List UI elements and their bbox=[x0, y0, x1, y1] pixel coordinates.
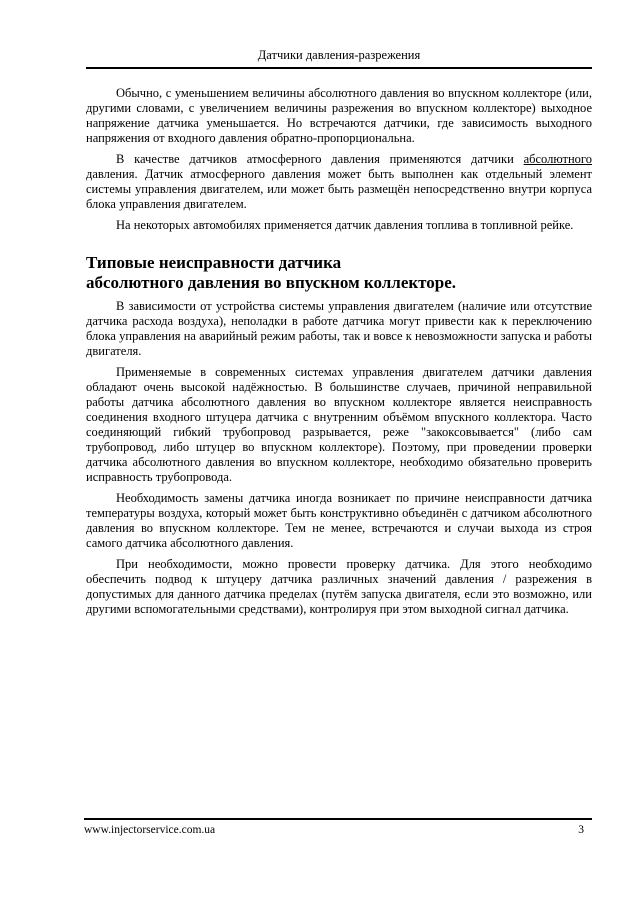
paragraph-output-voltage: Обычно, с уменьшением величины абсолютного давления во впускном коллекторе (или, другими словами, с увеличением величины разрежения во впускном коллекторе) выходное напряжение датчика уменьшается. Но встречаются датчики, где зависимость выходного напряжения от входного давления обратно-пропорциональна. bbox=[86, 86, 592, 145]
page-content bbox=[86, 47, 592, 623]
section-heading-line2: абсолютного давления во впускном коллекторе. bbox=[86, 273, 457, 292]
page-footer bbox=[84, 818, 592, 837]
section-heading-line1: Типовые неисправности датчика bbox=[86, 253, 342, 272]
paragraph-failure-consequences: В зависимости от устройства системы управления двигателем (наличие или отсутствие датчика расхода воздуха), неполадки в работе датчика могут привести как к переключению блока управления на аварийный режим работы, так и вовсе к невозможности запуска и работы двигателя. bbox=[86, 299, 592, 358]
page-header-title: Датчики давления-разрежения bbox=[257, 48, 421, 62]
paragraph-testing-procedure: При необходимости, можно провести проверку датчика. Для этого необходимо обеспечить подвод к штуцеру датчика различных значений давления / разрежения в допустимых для данного датчика пределах (путём запуска двигателя, если это возможно, или другими вспомогательными средствами), контролируя при этом выходной сигнал датчика. bbox=[86, 557, 592, 616]
paragraph-atmospheric-sensor-text-after: давления. Датчик атмосферного давления может быть выполнен как отдельный элемент системы управления двигателем, или может быть размещён непосредственно внутри корпуса блока управления двигателем. bbox=[86, 167, 592, 211]
paragraph-replacement-reason: Необходимость замены датчика иногда возникает по причине неисправности датчика температуры воздуха, который может быть конструктивно объединён с датчиком абсолютного давления во впускном коллекторе. Тем не менее, встречаются и случаи выхода из строя самого датчика абсолютного давления. bbox=[86, 491, 592, 550]
paragraph-typical-cause: Применяемые в современных системах управления двигателем датчики давления обладают очень высокой надёжностью. В большинстве случаев, причиной неправильной работы датчика абсолютного давления во впускном коллекторе является неисправность соединения входного штуцера датчика с внутренним объёмом впускного коллектора. Часто соединяющий гибкий трубопровод разрывается, реже "закоксовывается" (либо сам трубопровод, либо штуцер во впускном коллекторе). Поэтому, при проведении проверки датчика абсолютного давления во впускном коллекторе, необходимо обязательно проверить исправность трубопровода. bbox=[86, 365, 592, 484]
section-heading bbox=[86, 253, 592, 293]
page-header bbox=[86, 47, 592, 69]
paragraph-atmospheric-sensor bbox=[86, 152, 592, 212]
paragraph-atmospheric-sensor-text-before: В качестве датчиков атмосферного давления применяются датчики bbox=[116, 152, 524, 166]
footer-website-link[interactable]: www.injectorservice.com.ua bbox=[84, 824, 216, 836]
underlined-word-absolute: абсолютного bbox=[523, 152, 592, 166]
paragraph-fuel-rail: На некоторых автомобилях применяется датчик давления топлива в топливной рейке. bbox=[116, 218, 574, 232]
page-number: 3 bbox=[578, 824, 584, 836]
